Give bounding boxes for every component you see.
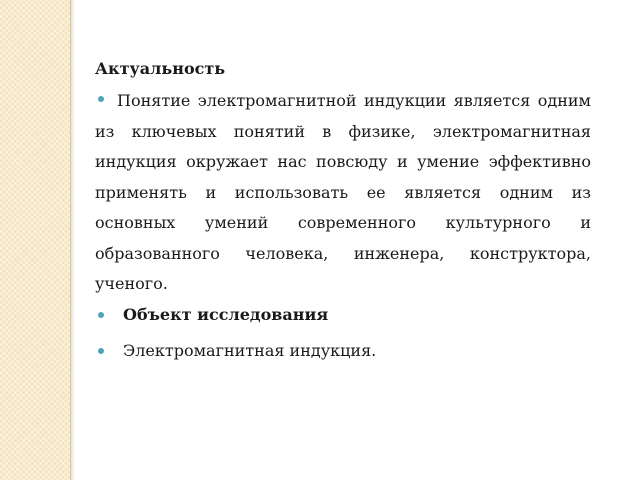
list-item-electromagnetic-induction: [95, 338, 591, 364]
list-item-research-object: [95, 302, 591, 328]
bullet-dot-icon: [98, 96, 104, 102]
section-heading: Актуальность: [95, 59, 226, 78]
bullet-list: [95, 302, 591, 364]
bullet-dot-icon: [98, 312, 104, 318]
list-item-label: Электромагнитная индукция.: [123, 340, 377, 360]
bullet-dot-icon: [98, 348, 104, 354]
relevance-paragraph: [95, 86, 591, 300]
side-strip-shadow: [71, 0, 75, 480]
slide-content: [95, 56, 591, 374]
list-item-label: Объект исследования: [123, 304, 329, 324]
relevance-paragraph-text: Понятие электромагнитной индукции является одним из ключевых понятий в физике, электромагнитная индукция окружает нас повсюду и умение эффективно применять и использовать ее является одним из основных умений современного культурного и образованного человека, инженера, конструктора, ученого.: [95, 91, 591, 293]
decorative-side-strip: [0, 0, 71, 480]
